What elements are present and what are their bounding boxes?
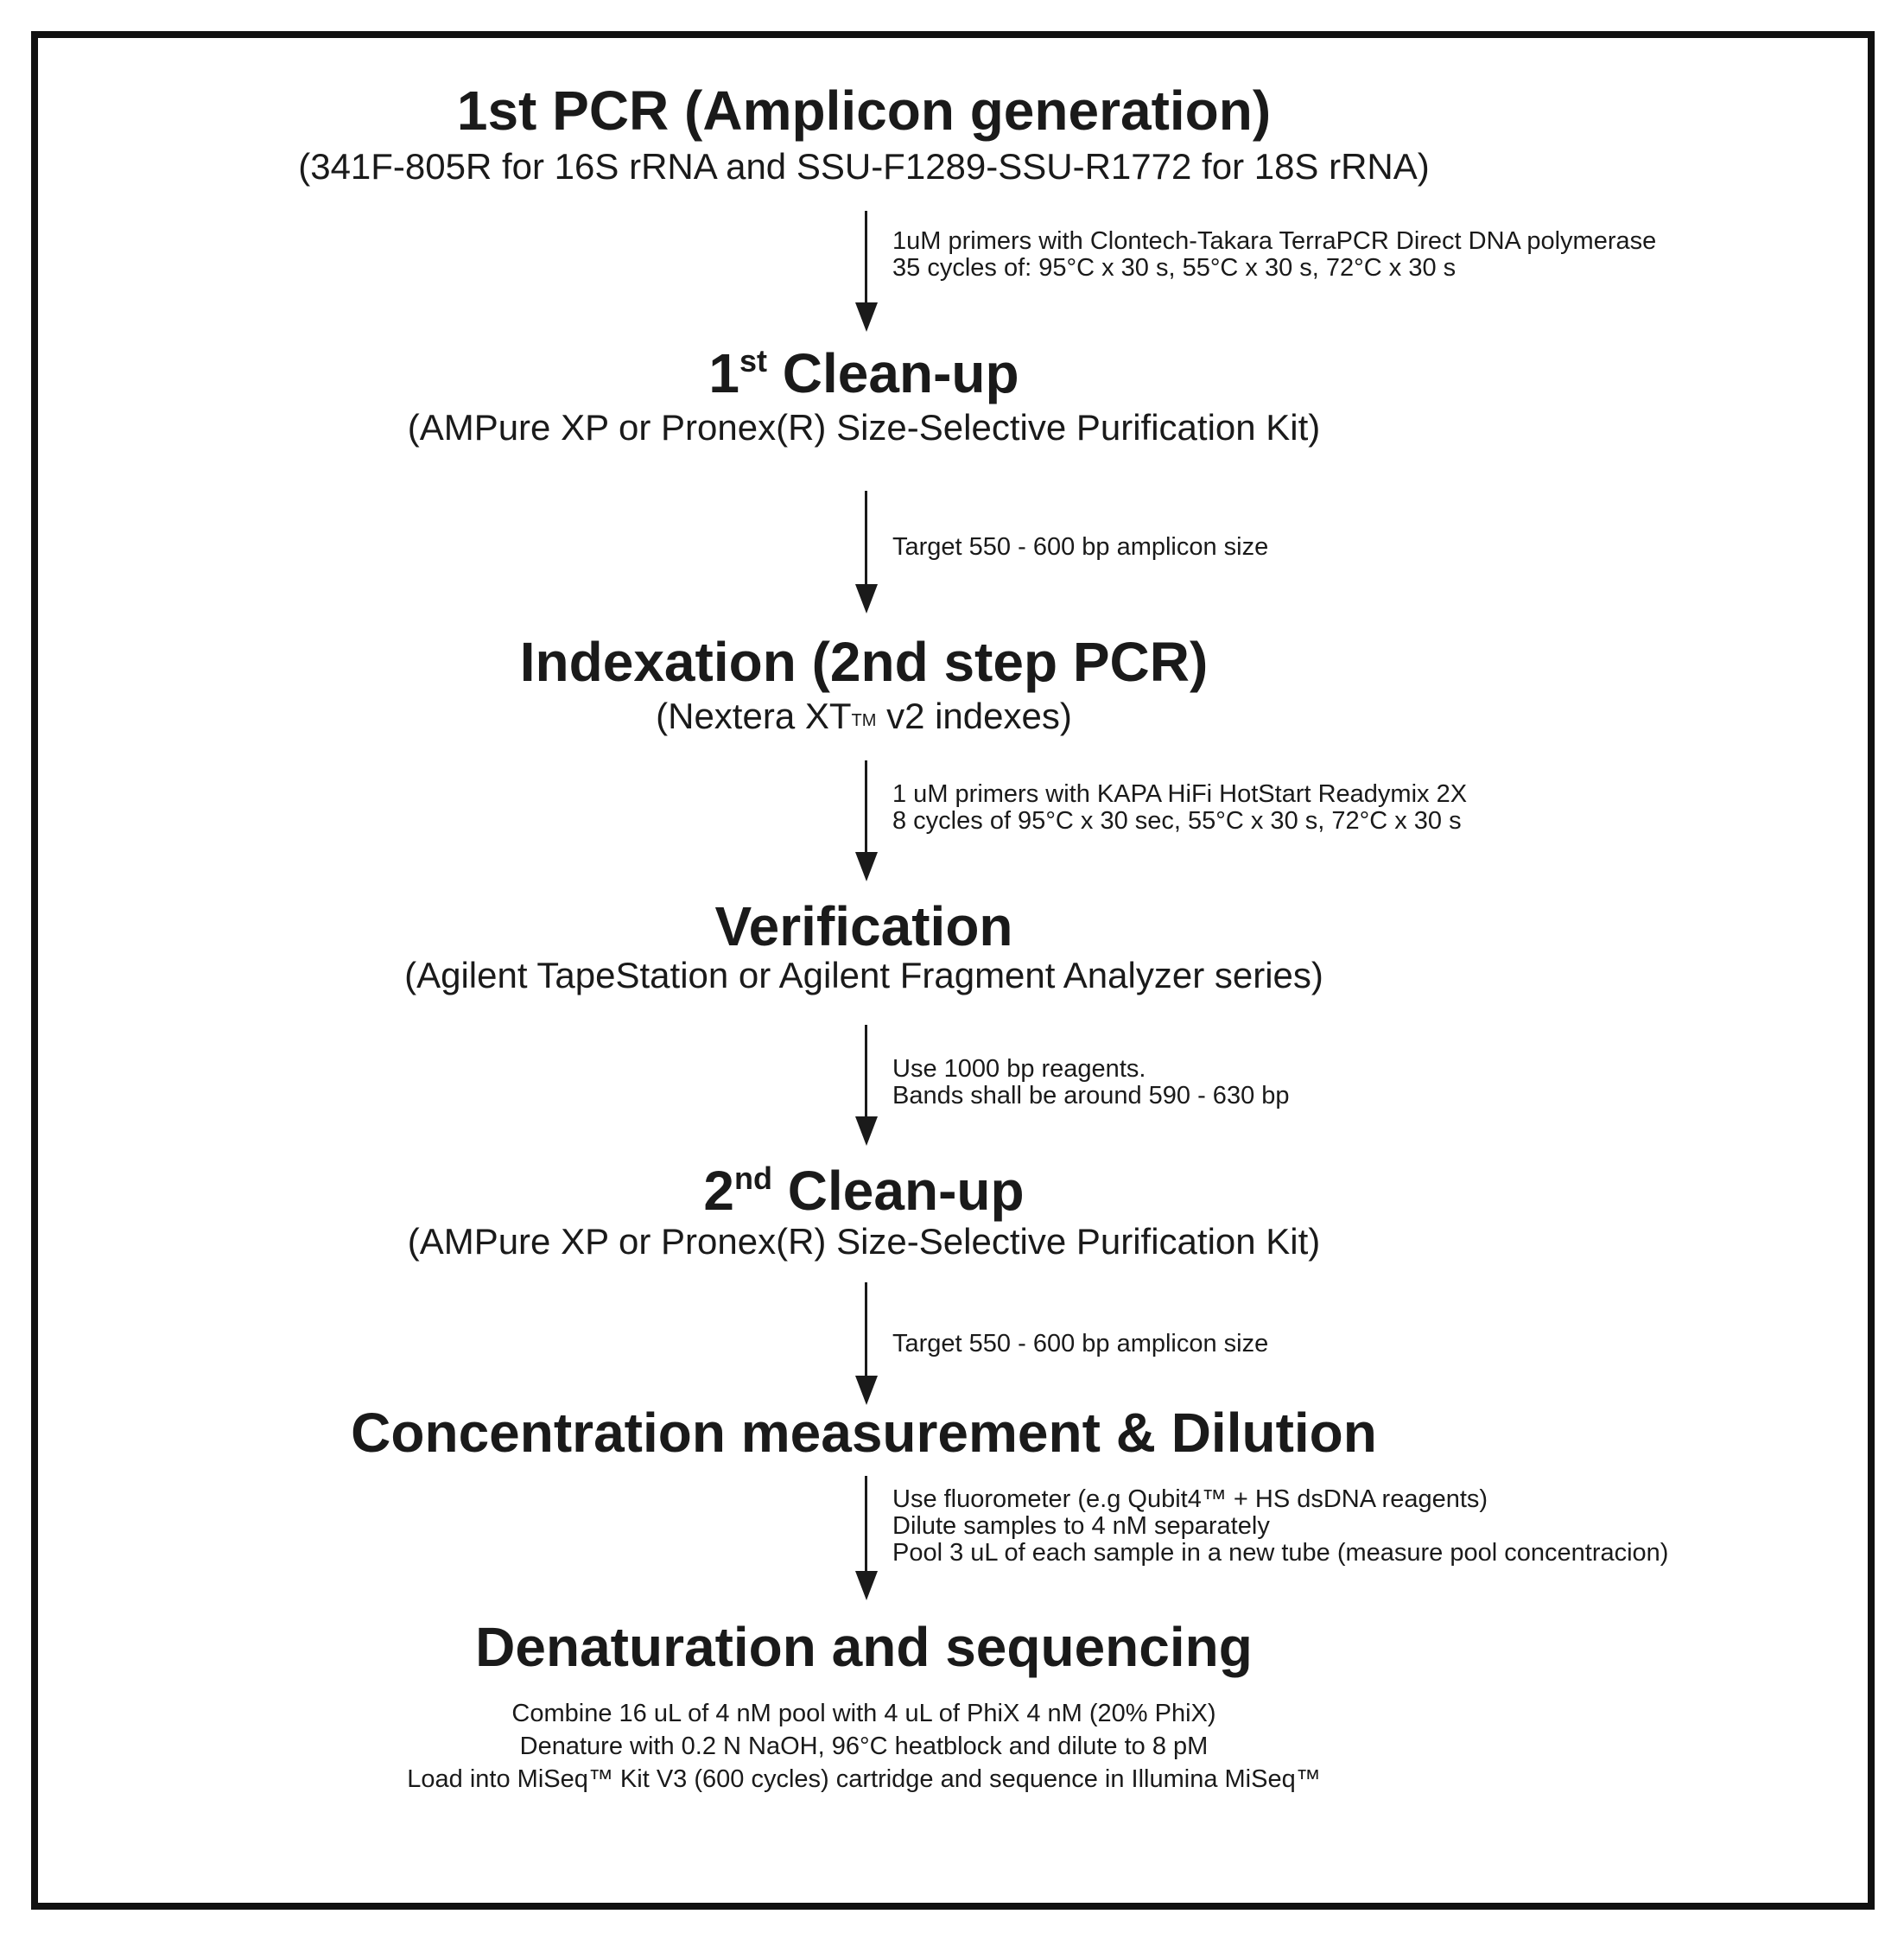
step-7-detail-1: Combine 16 uL of 4 nM pool with 4 uL of PhiX 4 nM (20% PhiX) xyxy=(511,1700,1216,1727)
transition-6-line-2: Dilute samples to 4 nM separately xyxy=(892,1512,1270,1540)
transition-4-notes xyxy=(892,1056,1290,1110)
step-3-subtitle xyxy=(0,698,1728,734)
arrow-2 xyxy=(856,491,877,614)
arrow-1 xyxy=(856,211,877,332)
step-2-title xyxy=(0,342,1728,404)
transition-3-notes xyxy=(892,781,1467,835)
transition-6-notes xyxy=(892,1486,1668,1567)
transition-4-line-1: Use 1000 bp reagents. xyxy=(892,1055,1146,1083)
transition-3-line-1: 1 uM primers with KAPA HiFi HotStart Readymix 2X xyxy=(892,780,1468,808)
step-7-title: Denaturation and sequencing xyxy=(475,1616,1253,1678)
step-1-title: 1st PCR (Amplicon generation) xyxy=(456,79,1272,142)
transition-5-line-1: Target 550 - 600 bp amplicon size xyxy=(892,1330,1269,1357)
transition-2-line-1: Target 550 - 600 bp amplicon size xyxy=(892,533,1269,561)
transition-5-notes xyxy=(892,1331,1268,1357)
step-4-title: Verification xyxy=(714,895,1013,957)
step-6-title: Concentration measurement & Dilution xyxy=(351,1402,1377,1464)
arrow-6 xyxy=(856,1476,877,1600)
step-2-title-text: Clean-up xyxy=(767,342,1019,404)
step-3-subtitle-start: (Nextera XT xyxy=(656,696,852,736)
arrow-5 xyxy=(856,1282,877,1405)
step-2-title-ordinal: st xyxy=(739,343,768,378)
transition-2-notes xyxy=(892,534,1268,561)
transition-6-line-1: Use fluorometer (e.g Qubit4™ + HS dsDNA reagents) xyxy=(892,1485,1488,1513)
step-5-title-ordinal: nd xyxy=(734,1160,772,1196)
step-1-subtitle: (341F-805R for 16S rRNA and SSU-F1289-SSU-R1772 for 18S rRNA) xyxy=(298,146,1430,187)
step-7-detail-2: Denature with 0.2 N NaOH, 96°C heatblock and dilute to 8 pM xyxy=(519,1733,1209,1760)
step-5-title-number: 2 xyxy=(703,1160,735,1222)
arrow-4 xyxy=(856,1025,877,1146)
step-3-title: Indexation (2nd step PCR) xyxy=(519,631,1209,693)
step-3-subtitle-end: v2 indexes) xyxy=(876,696,1072,736)
step-2-subtitle: (AMPure XP or Pronex(R) Size-Selective Purification Kit) xyxy=(407,407,1321,448)
step-7-details xyxy=(0,1697,1728,1796)
transition-3-line-2: 8 cycles of 95°C x 30 sec, 55°C x 30 s, 72°C x 30 s xyxy=(892,807,1462,835)
transition-1-notes xyxy=(892,228,1656,282)
step-5-title xyxy=(0,1160,1728,1222)
arrow-3 xyxy=(856,760,877,881)
transition-1-line-2: 35 cycles of: 95°C x 30 s, 55°C x 30 s, 72°C x 30 s xyxy=(892,254,1457,282)
transition-1-line-1: 1uM primers with Clontech-Takara TerraPCR Direct DNA polymerase xyxy=(892,227,1657,255)
transition-4-line-2: Bands shall be around 590 - 630 bp xyxy=(892,1082,1290,1110)
step-5-subtitle: (AMPure XP or Pronex(R) Size-Selective Purification Kit) xyxy=(407,1221,1321,1262)
step-2-title-number: 1 xyxy=(708,342,739,404)
step-3-trademark: TM xyxy=(851,711,877,730)
step-5-title-text: Clean-up xyxy=(772,1160,1025,1222)
transition-6-line-3: Pool 3 uL of each sample in a new tube (measure pool concentracion) xyxy=(892,1539,1669,1567)
step-4-subtitle: (Agilent TapeStation or Agilent Fragment Analyzer series) xyxy=(404,955,1323,995)
step-7-detail-3: Load into MiSeq™ Kit V3 (600 cycles) cartridge and sequence in Illumina MiSeq™ xyxy=(407,1765,1321,1793)
